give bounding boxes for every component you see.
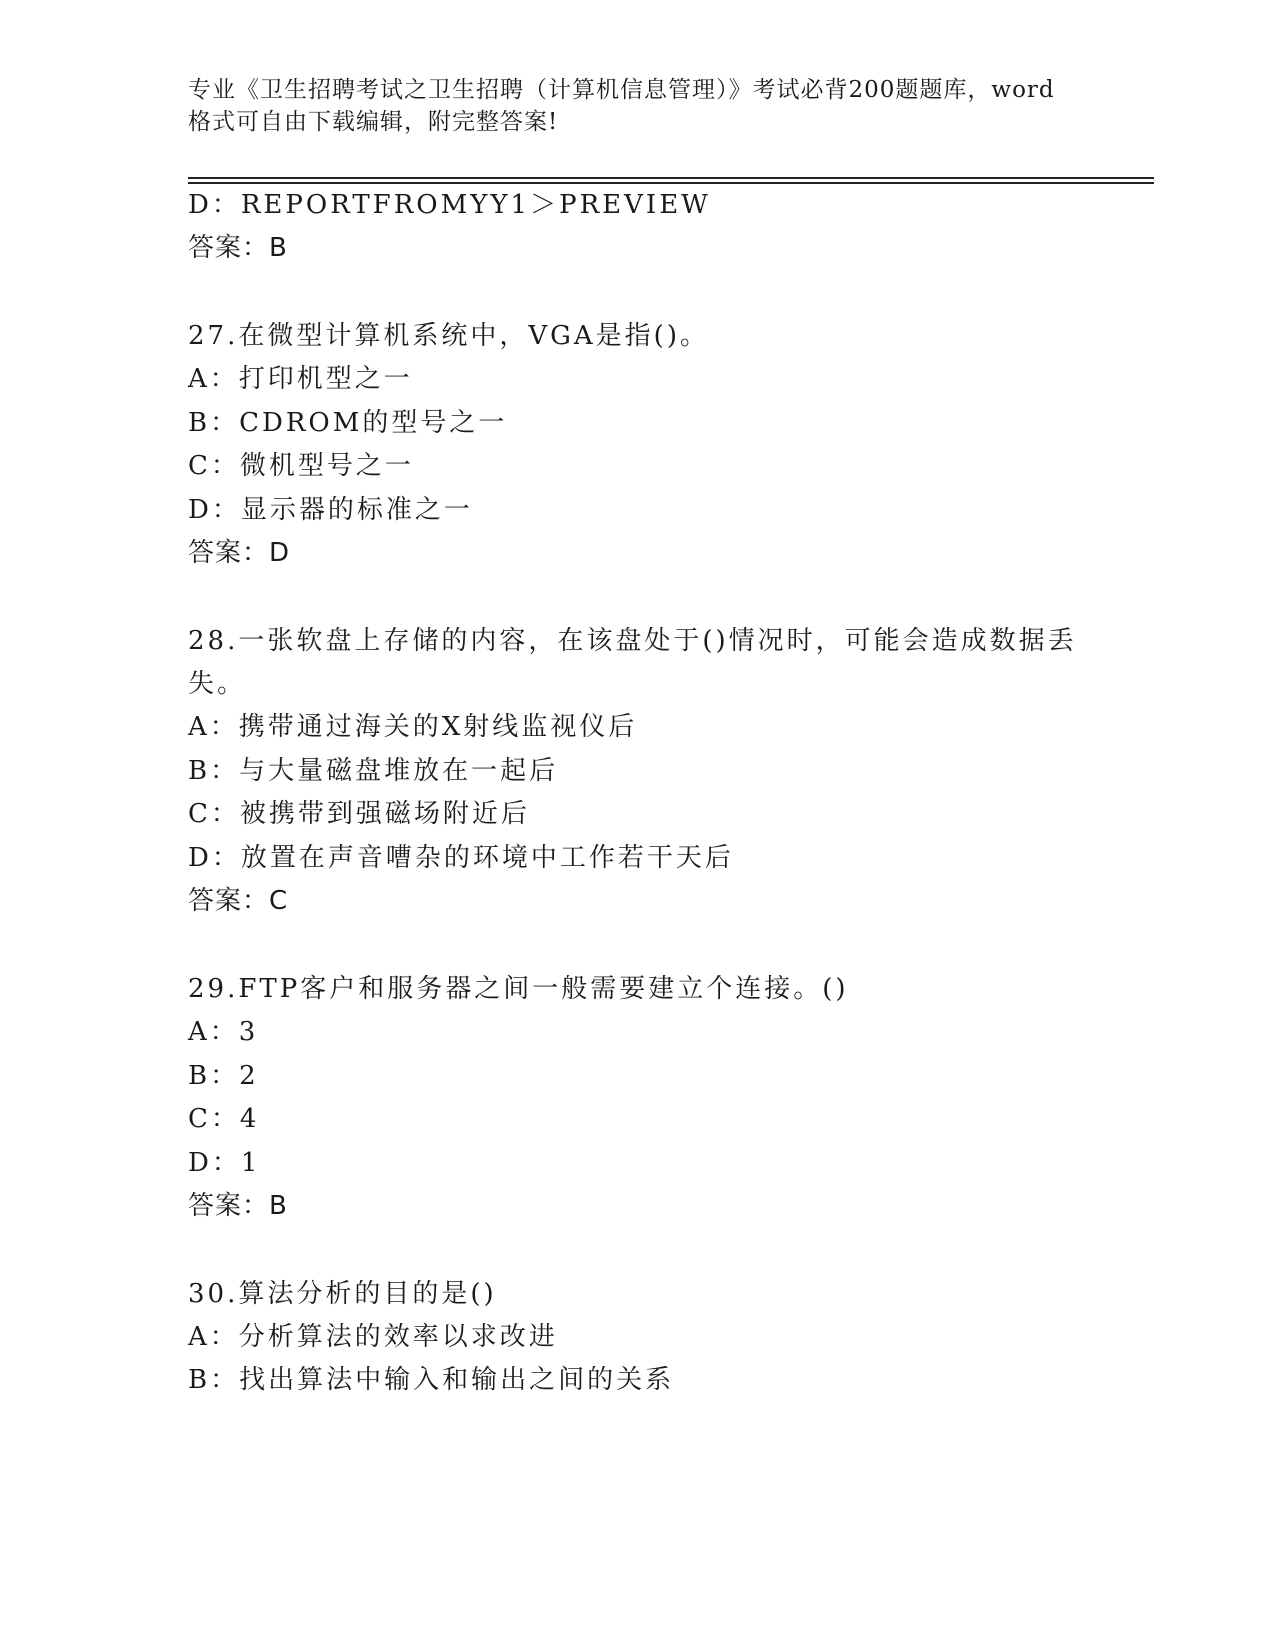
q27-option-b: B：CDROM的型号之一 bbox=[188, 408, 508, 438]
q28-option-b: B：与大量磁盘堆放在一起后 bbox=[188, 756, 559, 786]
q27-option-d: D：显示器的标准之一 bbox=[188, 495, 473, 525]
q29-answer: 答案：B bbox=[188, 1191, 288, 1221]
q28-option-d: D：放置在声音嘈杂的环境中工作若干天后 bbox=[188, 843, 734, 873]
q28-option-c: C：被携带到强磁场附近后 bbox=[188, 799, 530, 829]
header-line-1: 专业《卫生招聘考试之卫生招聘（计算机信息管理）》考试必背200题题库，word bbox=[188, 77, 1055, 103]
q29-option-b: B：2 bbox=[188, 1061, 259, 1091]
q28-answer: 答案：C bbox=[188, 886, 289, 916]
q27-option-a: A：打印机型之一 bbox=[188, 364, 413, 394]
q30-stem: 30.算法分析的目的是() bbox=[188, 1279, 497, 1309]
q29-stem: 29.FTP客户和服务器之间一般需要建立个连接。() bbox=[188, 974, 849, 1004]
q28-stem-line-2: 失。 bbox=[188, 669, 247, 699]
q29-option-a: A：3 bbox=[188, 1017, 259, 1047]
q26-answer: 答案：B bbox=[188, 233, 288, 263]
q28-option-a: A：携带通过海关的X射线监视仪后 bbox=[188, 712, 638, 742]
q27-answer: 答案：D bbox=[188, 538, 291, 568]
header-divider-top bbox=[188, 177, 1154, 179]
q28-stem-line-1: 28.一张软盘上存储的内容，在该盘处于()情况时，可能会造成数据丢 bbox=[188, 626, 1077, 656]
q29-option-d: D：1 bbox=[188, 1148, 261, 1178]
q26-option-d: D：REPORTFROMYY1＞PREVIEW bbox=[188, 190, 711, 220]
header-divider-bottom bbox=[188, 182, 1154, 184]
q27-option-c: C：微机型号之一 bbox=[188, 451, 414, 481]
document-header bbox=[188, 74, 1108, 138]
header-line-2: 格式可自由下载编辑，附完整答案! bbox=[188, 109, 559, 135]
q30-option-a: A：分析算法的效率以求改进 bbox=[188, 1322, 558, 1352]
q27-stem: 27.在微型计算机系统中，VGA是指()。 bbox=[188, 321, 709, 351]
q30-option-b: B：找出算法中输入和输出之间的关系 bbox=[188, 1365, 675, 1395]
q29-option-c: C：4 bbox=[188, 1104, 260, 1134]
